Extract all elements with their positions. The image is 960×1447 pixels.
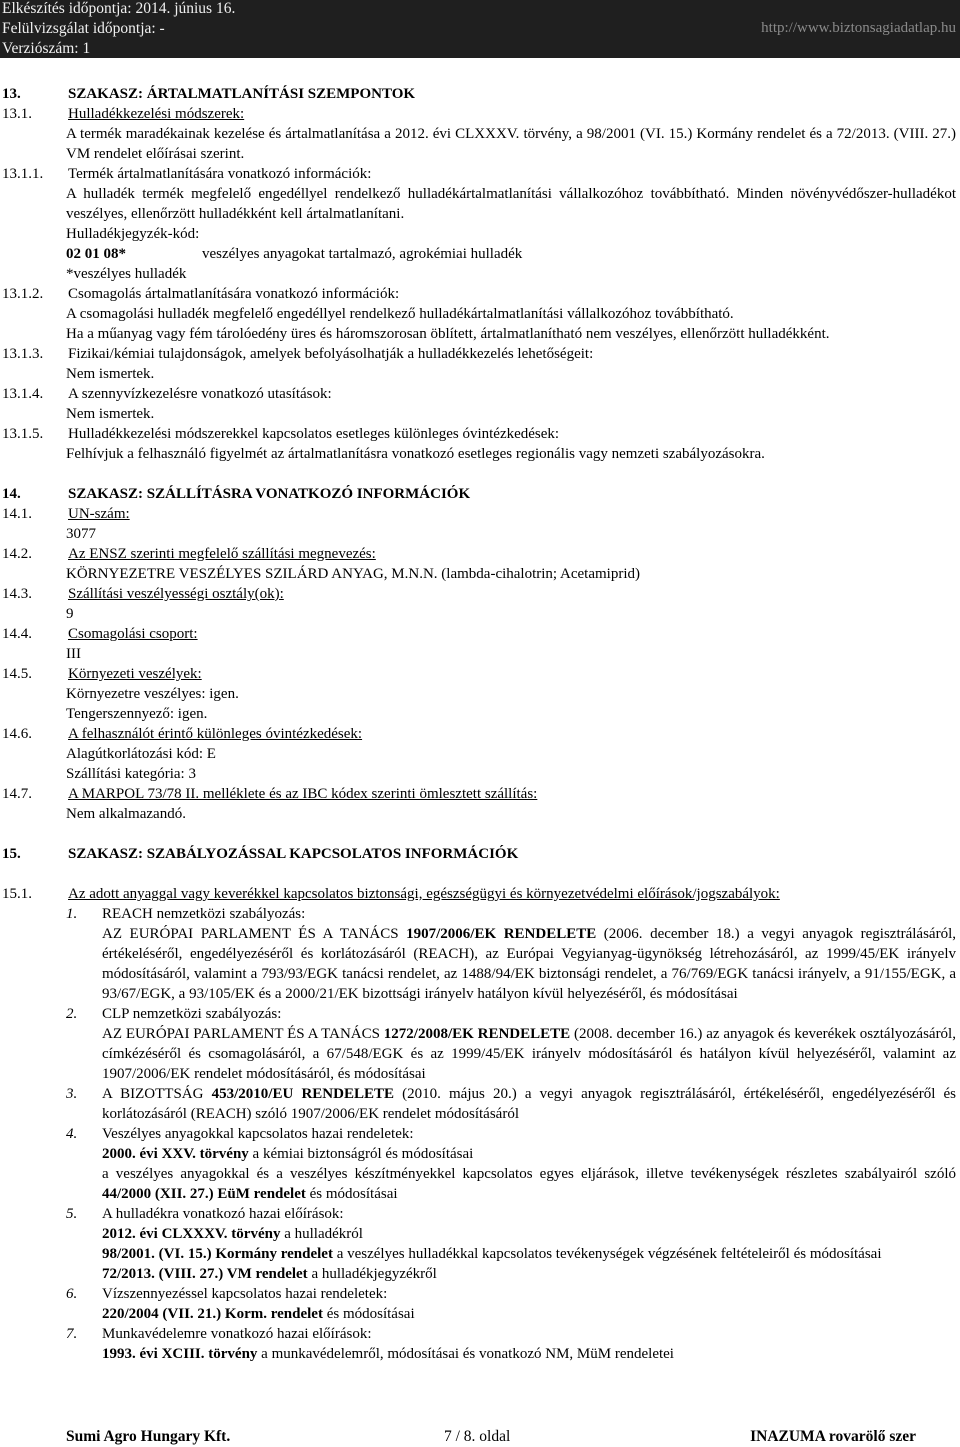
regulation-text: a veszélyes anyagokkal és a veszélyes készítményekkel kapcsolatos egyes eljárások, illetve tevékenységek részletes szabályairól szóló 44/2000 (XII. 27.) EüM rendelet és módosításai xyxy=(102,1166,956,1202)
regulation-item-2: 2. CLP nemzetközi szabályozás: xyxy=(66,1006,282,1022)
header-url[interactable]: http://www.biztonsagiadatlap.hu xyxy=(761,20,956,36)
transport-item: 14.6. A felhasználót érintő különleges óvintézkedések: xyxy=(2,726,363,742)
document-footer xyxy=(0,1426,960,1447)
waste-code-row xyxy=(0,244,960,264)
transport-value: Környezetre veszélyes: igen. xyxy=(66,686,239,702)
transport-value: Alagútkorlátozási kód: E xyxy=(66,746,216,762)
spacer xyxy=(0,464,960,484)
paragraph: A hulladék termék megfelelő engedéllyel rendelkező hulladékártalmatlanítási vállalkozóhoz továbbítható. Minden növényvédőszer-hulladékot veszélyes, ellenőrzött hulladékként kell ártalmatlanítani. xyxy=(66,186,956,222)
subsection-13-1: 13.1. Hulladékkezelési módszerek: xyxy=(2,106,245,122)
regulation-text: 72/2013. (VIII. 27.) VM rendelet a hulladékjegyzékről xyxy=(102,1266,437,1282)
regulation-text: 1993. évi XCIII. törvény a munkavédelemről, módosításai és vonatkozó NM, MüM rendeletei xyxy=(102,1346,674,1362)
regulation-item-1: 1. REACH nemzetközi szabályozás: xyxy=(66,906,306,922)
transport-value: Tengerszennyező: igen. xyxy=(66,706,208,722)
regulation-item-7: 7. Munkavédelemre vonatkozó hazai előírások: xyxy=(66,1326,372,1342)
document-header xyxy=(0,0,960,58)
section-15-heading: 15. SZAKASZ: SZABÁLYOZÁSSAL KAPCSOLATOS INFORMÁCIÓK xyxy=(2,846,519,862)
subsection-13-1-3: 13.1.3. Fizikai/kémiai tulajdonságok, amelyek befolyásolhatják a hulladékkezelés lehetőségeit: xyxy=(2,346,594,362)
transport-item: 14.7. A MARPOL 73/78 II. melléklete és az IBC kódex szerinti ömlesztett szállítás: xyxy=(2,786,538,802)
spacer xyxy=(0,864,960,884)
transport-value: III xyxy=(66,646,81,662)
waste-code: 02 01 08* xyxy=(66,246,126,262)
regulation-text: AZ EURÓPAI PARLAMENT ÉS A TANÁCS 1907/2006/EK RENDELETE (2006. december 18.) a vegyi anyagok regisztrálásáról, értékeléséről, engedélyezéséről és korlátozásáról (REACH), az Európai Vegyianyag-ügynökség létrehozásáról, az 1999/45/EK irányelv módosításáról, valamint a 793/93/EGK tanácsi rendelet, az 1488/94/EK biztonsági rendelet, a 76/769/EGK tanácsi irányelv, a 91/155/EGK, a 93/67/EGK, a 93/105/EK és a 2000/21/EK bizottsági irányelv hatályon kívül helyezéséről, és módosításai xyxy=(102,926,956,1002)
transport-value: Szállítási kategória: 3 xyxy=(66,766,196,782)
waste-note: *veszélyes hulladék xyxy=(66,266,187,282)
waste-code-label: Hulladékjegyzék-kód: xyxy=(66,226,200,242)
regulation-text: AZ EURÓPAI PARLAMENT ÉS A TANÁCS 1272/2008/EK RENDELETE (2008. december 16.) az anyagok és keverékek osztályozásáról, címkézéséről és csomagolásáról, a 67/548/EGK és az 1999/45/EK irányelv módosításáról és hatályon kívül helyezéséről, valamint az 1907/2006/EK rendelet módosításáról, és módosításai xyxy=(102,1026,956,1082)
transport-value: KÖRNYEZETRE VESZÉLYES SZILÁRD ANYAG, M.N.N. (lambda-cihalotrin; Acetamiprid) xyxy=(66,566,640,582)
transport-list xyxy=(0,504,960,824)
paragraph: Nem ismertek. xyxy=(66,366,155,382)
document-body xyxy=(0,84,960,1364)
transport-value: Nem alkalmazandó. xyxy=(66,806,186,822)
footer-company: Sumi Agro Hungary Kft. xyxy=(66,1428,231,1445)
regulation-item-6: 6. Vízszennyezéssel kapcsolatos hazai rendeletek: xyxy=(66,1286,388,1302)
regulation-item-5: 5. A hulladékra vonatkozó hazai előírások: xyxy=(66,1206,344,1222)
transport-item: 14.3. Szállítási veszélyességi osztály(ok): xyxy=(2,586,284,602)
version-number: Verziószám: 1 xyxy=(2,40,91,57)
subsection-15-1: 15.1. Az adott anyaggal vagy keverékkel kapcsolatos biztonsági, egészségügyi és környezetvédelmi előírások/jogszabályok: xyxy=(2,886,780,902)
regulation-text: 2000. évi XXV. törvény a kémiai biztonságról és módosításai xyxy=(102,1146,474,1162)
footer-product: INAZUMA rovarölő szer xyxy=(750,1428,916,1445)
transport-value: 9 xyxy=(66,606,74,622)
transport-value: 3077 xyxy=(66,526,96,542)
paragraph: Ha a műanyag vagy fém tárolóedény üres és háromszorosan öblített, ártalmatlanítható nem veszélyes, ellenőrzött hulladékként. xyxy=(66,326,830,342)
transport-item: 14.5. Környezeti veszélyek: xyxy=(2,666,202,682)
waste-description: veszélyes anyagokat tartalmazó, agrokémiai hulladék xyxy=(202,246,523,262)
paragraph: A csomagolási hulladék megfelelő engedéllyel rendelkező hulladékártalmatlanítási vállalkozóhoz továbbítható. xyxy=(66,306,734,322)
subsection-13-1-5: 13.1.5. Hulladékkezelési módszerekkel kapcsolatos esetleges különleges óvintézkedések: xyxy=(2,426,560,442)
transport-item: 14.1. UN-szám: xyxy=(2,506,130,522)
creation-date: Elkészítés időpontja: 2014. június 16. xyxy=(2,0,236,17)
regulation-text: 98/2001. (VI. 15.) Kormány rendelet a veszélyes hulladékkal kapcsolatos tevékenységek végzésének feltételeiről és módosításai xyxy=(102,1246,882,1262)
section-13-heading: 13. SZAKASZ: ÁRTALMATLANÍTÁSI SZEMPONTOK xyxy=(2,86,416,102)
subsection-13-1-4: 13.1.4. A szennyvízkezelésre vonatkozó utasítások: xyxy=(2,386,332,402)
regulation-item-4: 4. Veszélyes anyagokkal kapcsolatos hazai rendeletek: xyxy=(66,1126,414,1142)
paragraph: Felhívjuk a felhasználó figyelmét az ártalmatlanításra vonatkozó esetleges regionális vagy nemzeti szabályozásokra. xyxy=(66,446,765,462)
subsection-13-1-2: 13.1.2. Csomagolás ártalmatlanítására vonatkozó információk: xyxy=(2,286,400,302)
transport-item: 14.2. Az ENSZ szerinti megfelelő szállítási megnevezés: xyxy=(2,546,376,562)
regulation-text: 220/2004 (VII. 21.) Korm. rendelet és módosításai xyxy=(102,1306,415,1322)
regulation-text: 2012. évi CLXXXV. törvény a hulladékról xyxy=(102,1226,363,1242)
regulation-item-3: 3. A BIZOTTSÁG 453/2010/EU RENDELETE (2010. május 20.) a vegyi anyagok regisztrálásáról, értékeléséről, engedélyezéséről és korlátozásáról (REACH) szóló 1907/2006/EK rendelet módosításáról xyxy=(66,1086,956,1122)
spacer xyxy=(0,824,960,844)
header-info xyxy=(2,0,235,59)
revision-date: Felülvizsgálat időpontja: - xyxy=(2,20,165,37)
paragraph: A termék maradékainak kezelése és ártalmatlanítása a 2012. évi CLXXXV. törvény, a 98/2001 (VI. 15.) Kormány rendelet és a 72/2013. (VIII. 27.) VM rendelet előírásai szerint. xyxy=(66,126,956,162)
footer-page-number: 7 / 8. oldal xyxy=(444,1428,511,1445)
section-14-heading: 14. SZAKASZ: SZÁLLÍTÁSRA VONATKOZÓ INFORMÁCIÓK xyxy=(2,486,471,502)
transport-item: 14.4. Csomagolási csoport: xyxy=(2,626,198,642)
paragraph: Nem ismertek. xyxy=(66,406,155,422)
subsection-13-1-1: 13.1.1. Termék ártalmatlanítására vonatkozó információk: xyxy=(2,166,372,182)
